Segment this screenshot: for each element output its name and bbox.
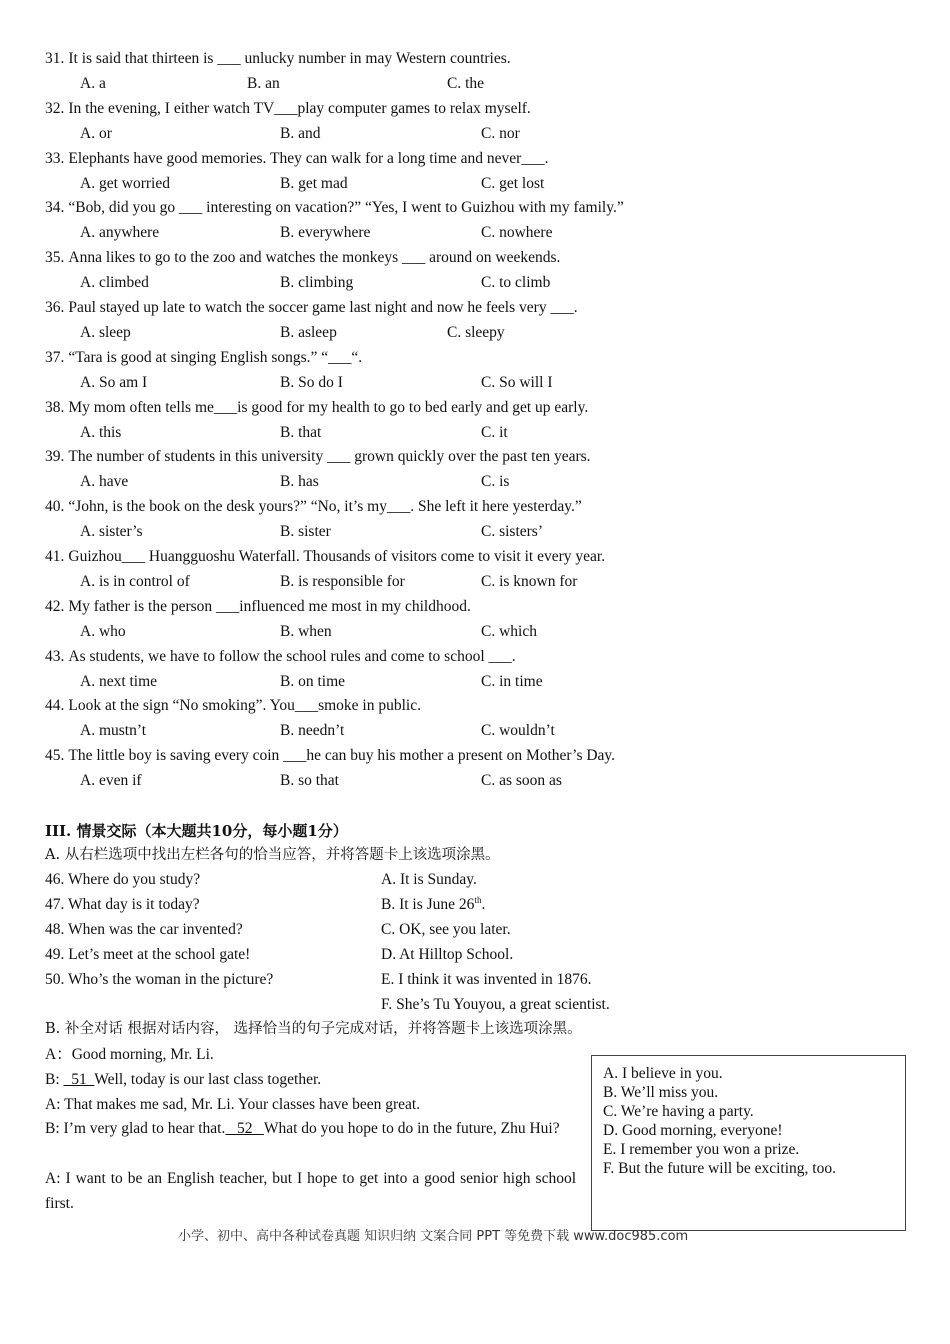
question-number: 40.	[45, 498, 65, 515]
question-stem	[45, 497, 582, 517]
option-c[interactable]: C. nor	[481, 125, 520, 142]
question-stem	[45, 398, 588, 418]
option-b[interactable]: B. climbing	[280, 274, 354, 291]
option-a[interactable]: A. this	[80, 424, 122, 441]
question-stem	[45, 49, 511, 69]
option-b[interactable]: B. So do I	[280, 374, 343, 391]
option-a[interactable]: A. mustn’t	[80, 722, 147, 739]
question-text: My father is the person ___influenced me most in my childhood.	[68, 598, 471, 615]
option-c[interactable]: C. which	[481, 623, 537, 640]
question-stem	[45, 149, 548, 169]
option-a[interactable]: A. sister’s	[80, 523, 143, 540]
choice-d: D. Good morning, everyone!	[603, 1122, 783, 1139]
dialog-text: Good morning, Mr. Li.	[71, 1046, 214, 1063]
option-b[interactable]: B. asleep	[280, 324, 337, 341]
match-answer-b	[381, 895, 485, 915]
option-c[interactable]: C. in time	[481, 673, 543, 690]
choice-f: F. But the future will be exciting, too.	[603, 1160, 836, 1177]
dialog-line-1	[45, 1045, 214, 1065]
question-number: 44.	[45, 697, 65, 714]
question-number: 38.	[45, 399, 65, 416]
question-text: Guizhou___ Huangguoshu Waterfall. Thousands of visitors come to visit it every year.	[68, 548, 606, 565]
option-c[interactable]: C. the	[447, 75, 485, 92]
option-a[interactable]: A. anywhere	[80, 224, 160, 241]
option-c[interactable]: C. So will I	[481, 374, 553, 391]
speaker-label: A：	[45, 1046, 72, 1063]
speaker-label: B:	[45, 1120, 64, 1137]
question-number: 37.	[45, 349, 65, 366]
question-text: Anna likes to go to the zoo and watches the monkeys ___ around on weekends.	[68, 249, 561, 266]
answer-blank-52[interactable]: 52	[225, 1120, 264, 1137]
choice-c: C. We’re having a party.	[603, 1103, 754, 1120]
question-number: 32.	[45, 100, 65, 117]
question-number: 36.	[45, 299, 65, 316]
option-a[interactable]: A. get worried	[80, 175, 170, 192]
question-stem	[45, 99, 531, 119]
question-stem	[45, 447, 591, 467]
dialog-text: Well, today is our last class together.	[94, 1071, 322, 1088]
dialog-line-2	[45, 1070, 321, 1090]
question-number: 31.	[45, 50, 65, 67]
footer-watermark: 小学、初中、高中各种试卷真题 知识归纳 文案合同 PPT 等免费下载 www.doc985.com	[178, 1229, 689, 1244]
question-stem	[45, 696, 421, 716]
question-text: “John, is the book on the desk yours?” “No, it’s my___. She left it here yesterday.”	[68, 498, 582, 515]
question-number: 45.	[45, 747, 65, 764]
option-b[interactable]: B. everywhere	[280, 224, 371, 241]
option-a[interactable]: A. is in control of	[80, 573, 190, 590]
section-b-instruction: B. 补全对话 根据对话内容， 选择恰当的句子完成对话，并将答题卡上该选项涂黑。	[45, 1021, 582, 1037]
question-text: “Tara is good at singing English songs.” “___“.	[68, 349, 363, 366]
match-answer-f: F. She’s Tu Youyou, a great scientist.	[381, 996, 610, 1013]
question-stem	[45, 348, 362, 368]
option-b[interactable]: B. an	[247, 75, 280, 92]
question-number: 34.	[45, 199, 65, 216]
match-question-47: 47. What day is it today?	[45, 896, 200, 913]
option-c[interactable]: C. is known for	[481, 573, 578, 590]
choice-e: E. I remember you won a prize.	[603, 1141, 800, 1158]
option-b[interactable]: B. has	[280, 473, 319, 490]
option-c[interactable]: C. sleepy	[447, 324, 505, 341]
choice-a: A. I believe in you.	[603, 1065, 723, 1082]
question-text: Elephants have good memories. They can walk for a long time and never___.	[68, 150, 549, 167]
match-question-50: 50. Who’s the woman in the picture?	[45, 971, 274, 988]
question-stem	[45, 547, 605, 567]
option-b[interactable]: B. sister	[280, 523, 331, 540]
question-stem	[45, 597, 471, 617]
option-a[interactable]: A. even if	[80, 772, 142, 789]
answer-blank-51[interactable]: 51	[63, 1071, 95, 1088]
question-number: 35.	[45, 249, 65, 266]
option-c[interactable]: C. it	[481, 424, 508, 441]
option-c[interactable]: C. to climb	[481, 274, 551, 291]
match-question-49: 49. Let’s meet at the school gate!	[45, 946, 251, 963]
option-c[interactable]: C. nowhere	[481, 224, 553, 241]
question-stem	[45, 248, 560, 268]
match-answer-b-text: B. It is June 26	[381, 896, 475, 913]
match-answer-d: D. At Hilltop School.	[381, 946, 514, 963]
question-text: In the evening, I either watch TV___play computer games to relax myself.	[68, 100, 531, 117]
question-text: It is said that thirteen is ___ unlucky number in may Western countries.	[68, 50, 511, 67]
match-question-48: 48. When was the car invented?	[45, 921, 243, 938]
option-b[interactable]: B. that	[280, 424, 322, 441]
option-a[interactable]: A. So am I	[80, 374, 148, 391]
option-b[interactable]: B. so that	[280, 772, 339, 789]
option-b[interactable]: B. is responsible for	[280, 573, 405, 590]
question-number: 33.	[45, 150, 65, 167]
option-a[interactable]: A. a	[80, 75, 106, 92]
superscript: th	[474, 894, 482, 905]
speaker-label: B:	[45, 1071, 64, 1088]
option-b[interactable]: B. when	[280, 623, 332, 640]
option-a[interactable]: A. sleep	[80, 324, 131, 341]
question-text: Look at the sign “No smoking”. You___smoke in public.	[68, 697, 421, 714]
question-number: 39.	[45, 448, 65, 465]
choices-box	[591, 1055, 906, 1231]
section-heading: III. 情景交际（本大题共10分，每小题1分）	[45, 822, 348, 840]
dialog-text: I want to be an English teacher, but I hope to get into a good senior high school first.	[45, 1170, 577, 1212]
question-number: 42.	[45, 598, 65, 615]
match-answer-c: C. OK, see you later.	[381, 921, 511, 938]
dialog-text: That makes me sad, Mr. Li. Your classes have been great.	[64, 1096, 421, 1113]
option-a[interactable]: A. who	[80, 623, 126, 640]
option-b[interactable]: B. on time	[280, 673, 346, 690]
match-answer-b-tail: .	[481, 896, 486, 913]
question-number: 43.	[45, 648, 65, 665]
question-stem	[45, 298, 578, 318]
option-c[interactable]: C. get lost	[481, 175, 545, 192]
question-text: My mom often tells me___is good for my health to go to bed early and get up early.	[68, 399, 589, 416]
question-text: “Bob, did you go ___ interesting on vacation?” “Yes, I went to Guizhou with my family.”	[68, 199, 624, 216]
match-answer-a: A. It is Sunday.	[381, 871, 477, 888]
dialog-line-5	[45, 1166, 576, 1216]
option-c[interactable]: C. sisters’	[481, 523, 543, 540]
option-a[interactable]: A. have	[80, 473, 129, 490]
question-text: Paul stayed up late to watch the soccer game last night and now he feels very ___.	[68, 299, 578, 316]
speaker-label: A:	[45, 1170, 66, 1187]
match-question-46: 46. Where do you study?	[45, 871, 201, 888]
option-b[interactable]: B. and	[280, 125, 321, 142]
dialog-line-3	[45, 1095, 420, 1115]
question-text: The little boy is saving every coin ___he can buy his mother a present on Mother’s Day.	[68, 747, 616, 764]
option-a[interactable]: A. or	[80, 125, 112, 142]
dialog-text: What do you hope to do in the future, Zhu Hui?	[263, 1120, 560, 1137]
option-b[interactable]: B. needn’t	[280, 722, 345, 739]
section-a-instruction: A. 从右栏选项中找出左栏各句的恰当应答，并将答题卡上该选项涂黑。	[45, 847, 500, 863]
question-text: As students, we have to follow the school rules and come to school ___.	[68, 648, 516, 665]
question-stem	[45, 198, 624, 218]
choice-b: B. We’ll miss you.	[603, 1084, 719, 1101]
speaker-label: A:	[45, 1096, 65, 1113]
match-answer-e: E. I think it was invented in 1876.	[381, 971, 592, 988]
option-c[interactable]: C. is	[481, 473, 510, 490]
option-a[interactable]: A. climbed	[80, 274, 149, 291]
dialog-text: I’m very glad to hear that.	[63, 1120, 226, 1137]
option-c[interactable]: C. as soon as	[481, 772, 562, 789]
option-c[interactable]: C. wouldn’t	[481, 722, 555, 739]
question-stem	[45, 647, 516, 667]
question-text: The number of students in this university ___ grown quickly over the past ten years.	[68, 448, 591, 465]
option-a[interactable]: A. next time	[80, 673, 158, 690]
question-stem	[45, 746, 615, 766]
dialog-line-4	[45, 1116, 576, 1141]
question-number: 41.	[45, 548, 65, 565]
option-b[interactable]: B. get mad	[280, 175, 348, 192]
